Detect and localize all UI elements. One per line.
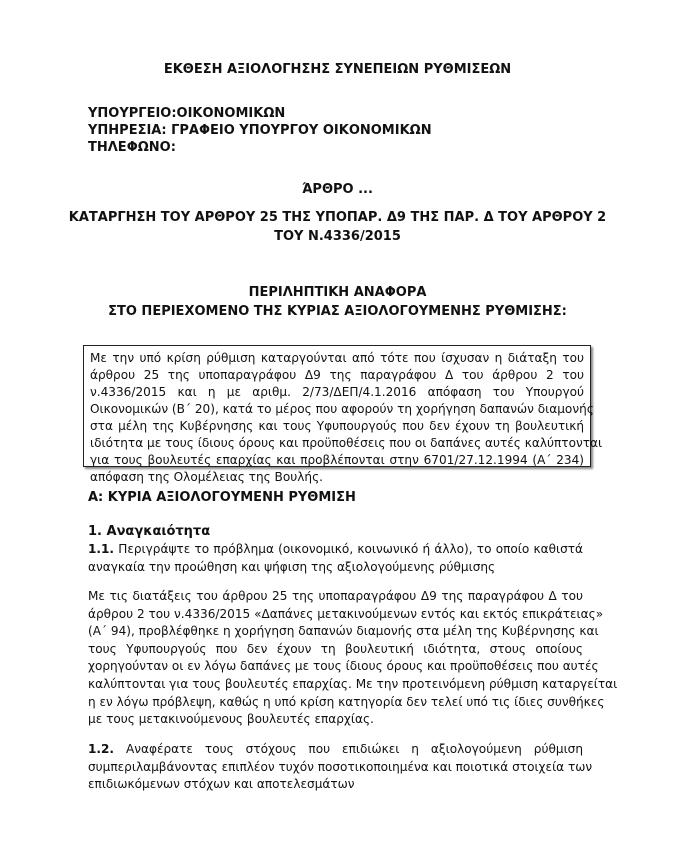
summary-line: ν.4336/2015 και η με αριθμ. 2/73/ΔΕΠ/4.1.2016 απόφαση του Υπουργού xyxy=(90,385,584,399)
summary-heading-line: ΠΕΡΙΛΗΠΤΙΚΗ ΑΝΑΦΟΡΑ xyxy=(248,285,427,300)
phone-field: ΤΗΛΕΦΩΝΟ: xyxy=(88,140,176,155)
article-label: ΆΡΘΡΟ ... xyxy=(302,182,373,197)
question-text: επιδιωκόμενων στόχων και αποτελεσμάτων xyxy=(88,777,355,792)
article-title-line: ΚΑΤΑΡΓΗΣΗ ΤΟΥ ΑΡΘΡΟΥ 25 ΤΗΣ ΥΠΟΠΑΡ. Δ9 ΤΗΣ ΠΑΡ. Δ ΤΟΥ ΑΡΘΡΟΥ 2 xyxy=(68,210,607,225)
service-field: ΥΠΗΡΕΣΙΑ: ΓΡΑΦΕΙΟ ΥΠΟΥΡΓΟΥ ΟΙΚΟΝΟΜΙΚΩΝ xyxy=(88,123,432,138)
answer-line: (Α΄ 94), προβλέφθηκε η χορήγηση δαπανών διαμονής στα μέλη της Κυβέρνησης και xyxy=(88,624,599,639)
answer-line: τους Υφυπουργούς που δεν έχουν τη βουλευτική ιδιότητα, στους οποίους xyxy=(88,641,583,656)
summary-line: απόφαση της Ολομέλειας της Βουλής. xyxy=(90,470,324,484)
section-1-heading: 1. Αναγκαιότητα xyxy=(88,524,211,539)
article-title xyxy=(0,208,675,246)
answer-line: χορηγούνταν οι εν λόγω δαπάνες με τους ίδιους όρους και προϋποθέσεις που αυτές xyxy=(88,659,599,674)
summary-line: άρθρου 25 της υποπαραγράφου Δ9 της παραγράφου Δ του άρθρου 2 του xyxy=(90,368,584,382)
answer-line: Με τις διατάξεις του άρθρου 25 της υποπαραγράφου Δ9 της παραγράφου Δ του xyxy=(88,589,583,603)
ministry-field: ΥΠΟΥΡΓΕΙΟ:ΟΙΚΟΝΟΜΙΚΩΝ xyxy=(88,106,286,121)
answer-line: με τους μετακινούμενους βουλευτές επαρχίας. xyxy=(88,712,374,727)
question-number: 1.2. xyxy=(88,742,115,756)
summary-line: Οικονομικών (Β΄ 20), κατά το μέρος που αφορούν τη χορήγηση δαπανών διαμονής xyxy=(90,402,594,416)
summary-heading xyxy=(0,283,675,321)
answer-line: άρθρου 2 του ν.4336/2015 «Δαπάνες μετακινούμενων εντός και εκτός επικράτειας» xyxy=(88,606,604,621)
section-a-heading: Α: ΚΥΡΙΑ ΑΞΙΟΛΟΓΟΥΜΕΝΗ ΡΥΘΜΙΣΗ xyxy=(88,490,356,505)
answer-line: η εν λόγω πρόβλεψη, καθώς η υπό κρίση κατηγορία δεν τελεί υπό τις ίδιες συνθήκες xyxy=(88,694,605,709)
question-text: συμπεριλαμβάνοντας επιπλέον τυχόν ποσοτικοποιημένα και ποιοτικά στοιχεία των xyxy=(88,759,593,774)
answer-line: καλύπτονται για τους βουλευτές επαρχίας. Με την προτεινόμενη ρύθμιση καταργείται xyxy=(88,676,618,691)
document-title: ΕΚΘΕΣΗ ΑΞΙΟΛΟΓΗΣΗΣ ΣΥΝΕΠΕΙΩΝ ΡΥΘΜΙΣΕΩΝ xyxy=(163,62,512,77)
summary-line: στα μέλη της Κυβέρνησης και τους Υφυπουργούς που δεν έχουν τη βουλευτική xyxy=(90,419,584,433)
question-1-2 xyxy=(88,741,593,794)
article-title-line: ΤΟΥ Ν.4336/2015 xyxy=(274,229,401,244)
summary-line: Με την υπό κρίση ρύθμιση καταργούνται από τότε που ίσχυσαν η διάταξη του xyxy=(90,351,584,365)
question-text: Αναφέρατε τους στόχους που επιδιώκει η αξιολογούμενη ρύθμιση xyxy=(125,742,583,756)
question-text: Περιγράψτε το πρόβλημα (οικονομικό, κοινωνικό ή άλλο), το οποίο καθιστά xyxy=(118,542,583,556)
meta-block xyxy=(88,105,432,156)
summary-heading-line: ΣΤΟ ΠΕΡΙΕΧΟΜΕΝΟ ΤΗΣ ΚΥΡΙΑΣ ΑΞΙΟΛΟΓΟΥΜΕΝΗΣ ΡΥΘΜΙΣΗΣ: xyxy=(108,304,567,319)
summary-box xyxy=(83,345,603,484)
summary-line: για τους βουλευτές επαρχίας και προβλέπονται στην 6701/27.12.1994 (Α΄ 234) xyxy=(90,453,584,467)
question-number: 1.1. xyxy=(88,542,115,556)
question-text: αναγκαία την προώθηση και ψήφιση της αξιολογούμενης ρύθμισης xyxy=(88,559,496,574)
summary-line: ιδιότητα με τους ίδιους όρους και προϋποθέσεις που οι δαπάνες αυτές καλύπτονται xyxy=(90,436,603,450)
question-1-1 xyxy=(88,541,583,576)
answer-1-1 xyxy=(88,588,618,729)
